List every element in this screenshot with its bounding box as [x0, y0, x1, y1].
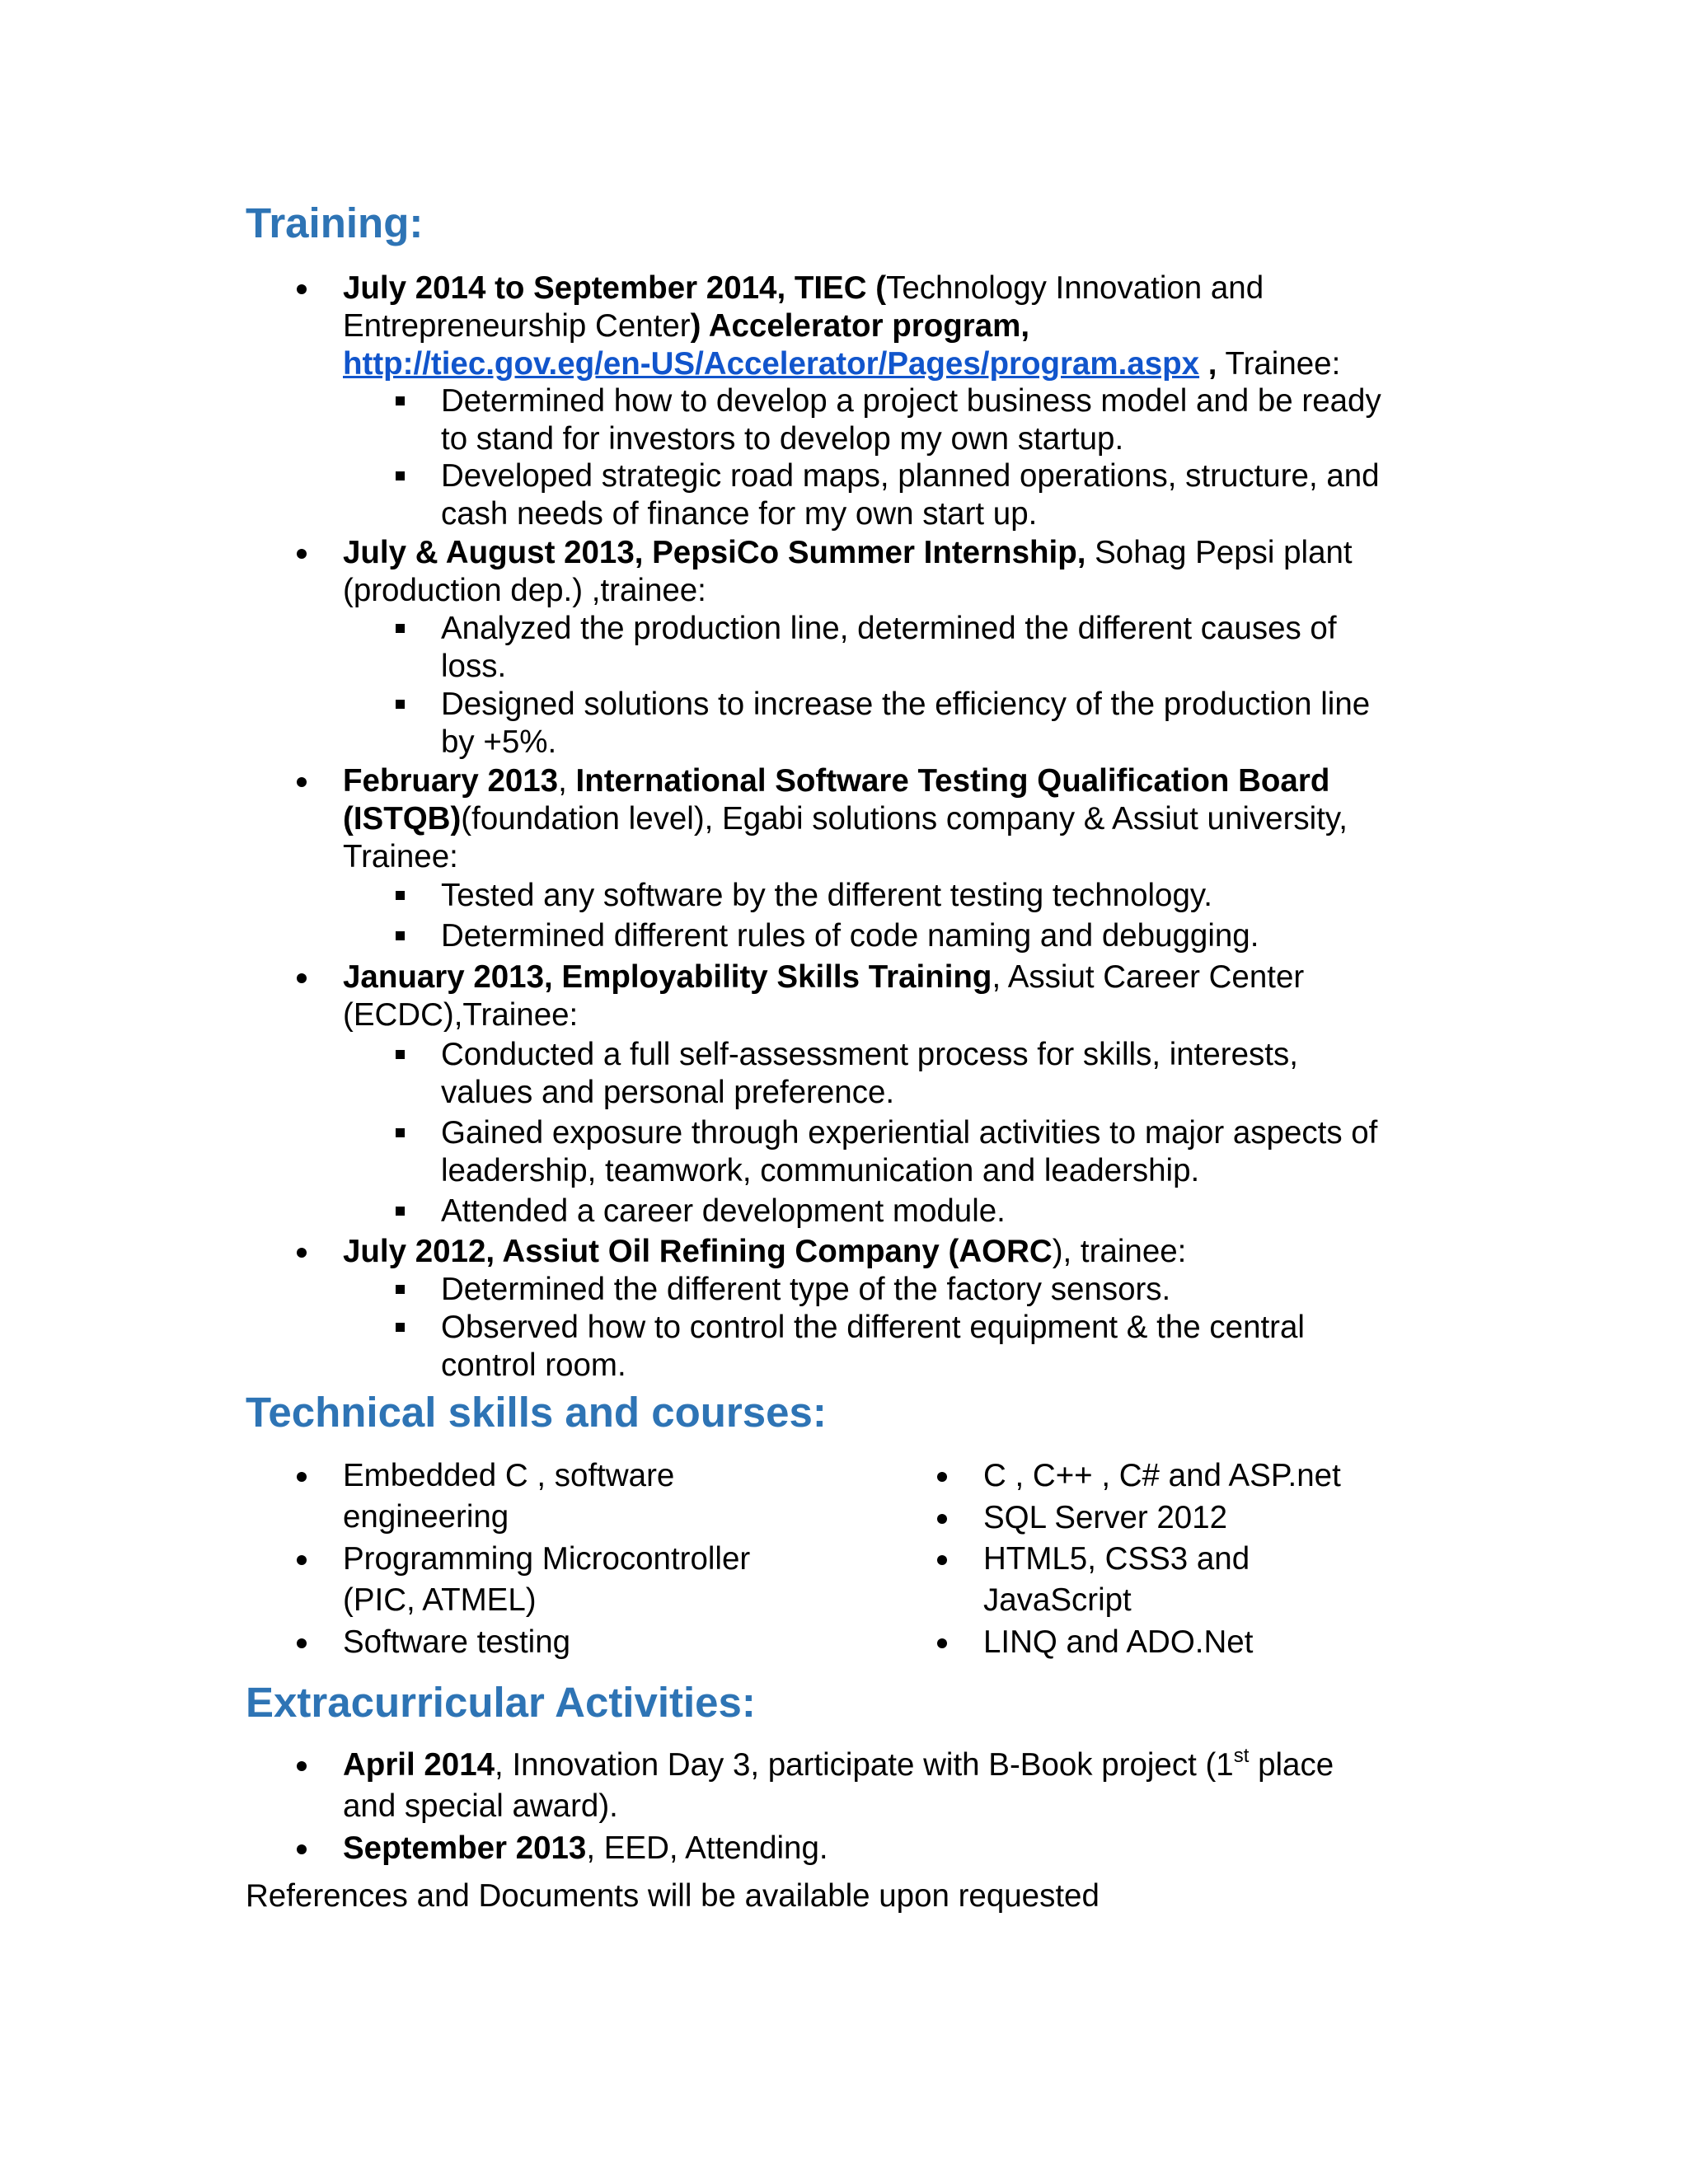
skill-item: [983, 1497, 1227, 1539]
training-entry-istqb: [343, 762, 1431, 876]
entry-text: (production dep.) ,trainee:: [343, 573, 706, 608]
extracurricular-heading: Extracurricular Activities:: [246, 1679, 756, 1726]
skill-text: (PIC, ATMEL): [343, 1582, 537, 1618]
skill-item: [343, 1455, 674, 1538]
training-entry-tiec: [343, 269, 1431, 383]
skill-text: JavaScript: [983, 1582, 1132, 1618]
training-sub-item: [441, 457, 1447, 533]
entry-comma: ,: [1199, 346, 1217, 382]
training-sub-item: [441, 686, 1447, 762]
skill-text: Software testing: [343, 1624, 571, 1660]
training-sub-item: [441, 1114, 1447, 1190]
entry-title: July 2012, Assiut Oil Refining Company (AORC: [343, 1234, 1053, 1269]
entry-sep: ,: [558, 763, 576, 799]
training-sub-item: [441, 917, 1447, 955]
sub-text: Observed how to control the different equipment & the central: [441, 1310, 1305, 1345]
skill-text: SQL Server 2012: [983, 1500, 1228, 1535]
entry-role: Trainee:: [343, 839, 458, 874]
sub-text: Gained exposure through experiential activities to major aspects of: [441, 1115, 1378, 1151]
training-entry-pepsico: [343, 534, 1431, 610]
training-sub-item: [441, 877, 1447, 915]
sub-text: Tested any software by the different testing technology.: [441, 878, 1212, 913]
tiec-accelerator-link[interactable]: http://tiec.gov.eg/en-US/Accelerator/Pages/program.aspx: [343, 346, 1200, 382]
skill-text: HTML5, CSS3 and: [983, 1541, 1250, 1577]
skill-text: engineering: [343, 1499, 509, 1535]
skill-text: C , C++ , C# and ASP.net: [983, 1458, 1341, 1493]
skill-item: [983, 1622, 1253, 1663]
training-sub-item: [441, 1271, 1447, 1309]
training-entry-aorc: [343, 1233, 1431, 1271]
sub-text: leadership, teamwork, communication and leadership.: [441, 1153, 1200, 1188]
sub-text: cash needs of finance for my own start up.: [441, 496, 1038, 532]
sub-text: Conducted a full self-assessment process for skills, interests,: [441, 1037, 1298, 1072]
sub-text: Determined different rules of code naming and debugging.: [441, 918, 1259, 954]
training-sub-item: [441, 1036, 1447, 1112]
skills-heading: Technical skills and courses:: [246, 1389, 827, 1436]
entry-role: Trainee:: [1217, 346, 1341, 382]
activity-text: , Innovation Day 3, participate with B-Book project (1: [495, 1747, 1234, 1783]
training-sub-item: [441, 1193, 1447, 1230]
entry-text: (foundation level), Egabi solutions company & Assiut university,: [461, 801, 1348, 837]
entry-abbr: (ISTQB): [343, 801, 462, 837]
training-sub-item: [441, 382, 1447, 458]
skill-item: [983, 1539, 1250, 1621]
activity-date: September 2013: [343, 1830, 587, 1866]
activity-item: [343, 1745, 1334, 1827]
ordinal-suffix: st: [1233, 1745, 1250, 1767]
entry-title: January 2013, Employability Skills Training: [343, 959, 992, 995]
training-sub-item: [441, 1309, 1447, 1385]
sub-text: Analyzed the production line, determined the different causes of: [441, 611, 1337, 646]
sub-text: Developed strategic road maps, planned operations, structure, and: [441, 458, 1380, 494]
entry-title: International Software Testing Qualification Board: [575, 763, 1330, 799]
entry-program: ) Accelerator program,: [690, 308, 1030, 344]
sub-text: values and personal preference.: [441, 1075, 895, 1110]
skill-text: LINQ and ADO.Net: [983, 1624, 1254, 1660]
skill-text: Programming Microcontroller: [343, 1541, 751, 1577]
sub-text: by +5%.: [441, 724, 557, 760]
sub-text: control room.: [441, 1347, 626, 1383]
activity-item: [343, 1828, 828, 1869]
sub-text: Designed solutions to increase the efficiency of the production line: [441, 687, 1371, 722]
training-sub-item: [441, 610, 1447, 686]
references-note: References and Documents will be available upon requested: [246, 1878, 1100, 1914]
entry-date: July 2014 to September 2014, TIEC (: [343, 270, 887, 306]
sub-text: loss.: [441, 649, 507, 684]
entry-title: July & August 2013, PepsiCo Summer Internship,: [343, 535, 1086, 570]
entry-date: February 2013: [343, 763, 559, 799]
training-heading: Training:: [246, 199, 424, 246]
activity-text: place: [1249, 1747, 1334, 1783]
skill-item: [343, 1539, 750, 1621]
sub-text: Determined how to develop a project business model and be ready: [441, 383, 1381, 419]
activity-text: , EED, Attending.: [586, 1830, 828, 1866]
skill-item: [343, 1622, 570, 1663]
activity-date: April 2014: [343, 1747, 495, 1783]
entry-text: (ECDC),Trainee:: [343, 997, 579, 1033]
skill-text: Embedded C , software: [343, 1458, 675, 1493]
activity-text: and special award).: [343, 1788, 618, 1824]
entry-text: ), trainee:: [1052, 1234, 1187, 1269]
entry-text: Technology Innovation and: [886, 270, 1264, 306]
entry-text: Sohag Pepsi plant: [1085, 535, 1353, 570]
sub-text: to stand for investors to develop my own startup.: [441, 421, 1124, 457]
entry-text: , Assiut Career Center: [992, 959, 1305, 995]
sub-text: Determined the different type of the factory sensors.: [441, 1272, 1171, 1307]
entry-text: Entrepreneurship Center: [343, 308, 691, 344]
training-entry-employability: [343, 958, 1431, 1034]
sub-text: Attended a career development module.: [441, 1193, 1006, 1229]
skill-item: [983, 1455, 1341, 1497]
